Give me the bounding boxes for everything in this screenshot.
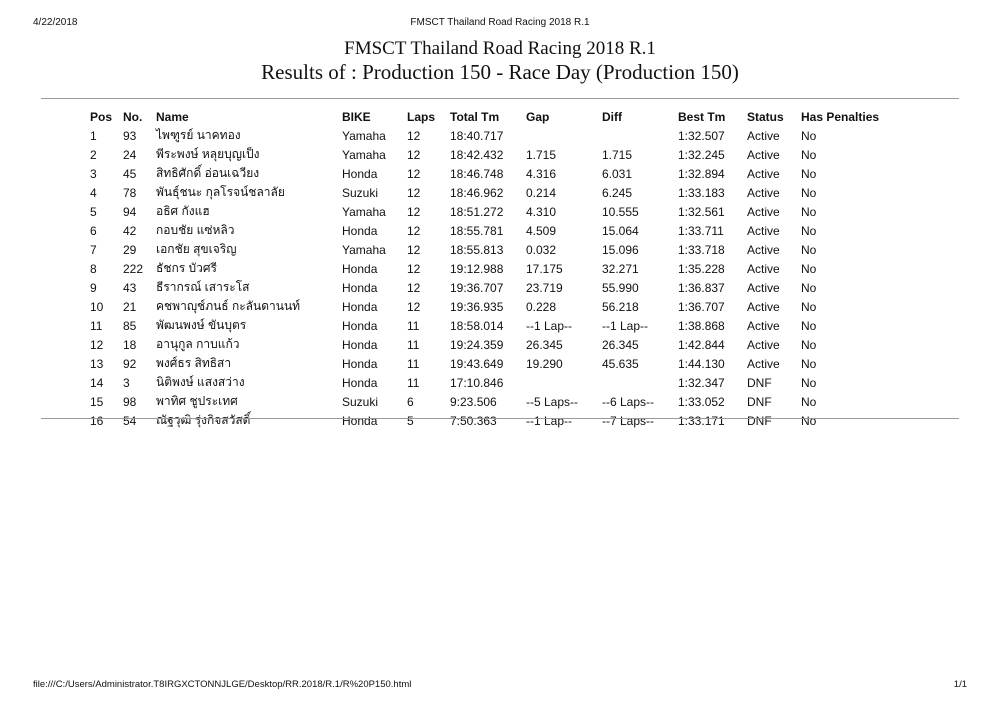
cell-no: 92 (123, 356, 137, 371)
column-header-laps: Laps (407, 110, 436, 124)
column-header-diff: Diff (602, 110, 622, 124)
column-header-total-tm: Total Tm (450, 110, 500, 124)
table-row (85, 392, 891, 411)
results-table (85, 108, 891, 430)
cell-has-penalties: No (801, 166, 817, 181)
cell-bike: Honda (342, 413, 378, 428)
cell-laps: 6 (407, 394, 414, 409)
cell-total-tm: 18:46.962 (450, 185, 504, 200)
cell-name: ธีรากรณ์ เสาระโส (156, 280, 250, 294)
cell-name: กอบชัย แซ่หลิว (156, 223, 235, 237)
cell-status: Active (747, 337, 780, 352)
cell-has-penalties: No (801, 318, 817, 333)
table-row (85, 373, 891, 392)
cell-gap: 4.316 (526, 166, 557, 181)
cell-diff (597, 373, 673, 392)
cell-no: 3 (123, 375, 130, 390)
cell-diff: 26.345 (602, 337, 639, 352)
column-header-gap: Gap (526, 110, 550, 124)
cell-name: พันธุ์ชนะ กุลโรจน์ชลาลัย (156, 185, 285, 199)
cell-has-penalties: No (801, 223, 817, 238)
results-heading: Results of : Production 150 - Race Day (Production 150) (261, 60, 739, 84)
cell-total-tm: 17:10.846 (450, 375, 504, 390)
cell-no: 85 (123, 318, 137, 333)
cell-diff: 32.271 (602, 261, 639, 276)
cell-bike: Honda (342, 356, 378, 371)
cell-diff: 1.715 (602, 147, 633, 162)
cell-status: Active (747, 147, 780, 162)
cell-status: Active (747, 185, 780, 200)
cell-gap: 0.228 (526, 299, 557, 314)
cell-bike: Honda (342, 337, 378, 352)
cell-pos: 9 (90, 280, 97, 295)
cell-name: พงศ์ธร สิทธิสา (156, 356, 232, 370)
cell-bike: Yamaha (342, 147, 386, 162)
cell-status: DNF (747, 413, 772, 428)
cell-pos: 1 (90, 128, 97, 143)
cell-status: Active (747, 223, 780, 238)
cell-best-tm: 1:35.228 (678, 261, 725, 276)
cell-laps: 12 (407, 299, 421, 314)
cell-has-penalties: No (801, 375, 817, 390)
cell-status: Active (747, 356, 780, 371)
results-title (0, 38, 1000, 85)
table-row (85, 145, 891, 164)
cell-no: 43 (123, 280, 137, 295)
cell-best-tm: 1:32.347 (678, 375, 725, 390)
cell-total-tm: 18:40.717 (450, 128, 504, 143)
cell-bike: Yamaha (342, 204, 386, 219)
cell-status: Active (747, 280, 780, 295)
table-header-row (85, 108, 891, 126)
cell-has-penalties: No (801, 337, 817, 352)
cell-diff: 10.555 (602, 204, 639, 219)
cell-no: 21 (123, 299, 137, 314)
cell-no: 24 (123, 147, 137, 162)
cell-no: 42 (123, 223, 137, 238)
cell-has-penalties: No (801, 128, 817, 143)
cell-has-penalties: No (801, 280, 817, 295)
cell-diff: 15.096 (602, 242, 639, 257)
table-row (85, 411, 891, 430)
cell-gap: 0.032 (526, 242, 557, 257)
cell-best-tm: 1:38.868 (678, 318, 725, 333)
table-row (85, 126, 891, 145)
cell-laps: 12 (407, 166, 421, 181)
cell-gap: 19.290 (526, 356, 563, 371)
cell-gap: 4.310 (526, 204, 557, 219)
cell-diff: 6.245 (602, 185, 633, 200)
cell-best-tm: 1:33.711 (678, 223, 724, 238)
cell-best-tm: 1:44.130 (678, 356, 725, 371)
event-title: FMSCT Thailand Road Racing 2018 R.1 (344, 38, 656, 59)
cell-best-tm: 1:33.718 (678, 242, 725, 257)
cell-gap: 26.345 (526, 337, 563, 352)
cell-status: Active (747, 318, 780, 333)
cell-no: 78 (123, 185, 137, 200)
cell-total-tm: 19:12.988 (450, 261, 504, 276)
cell-total-tm: 19:36.707 (450, 280, 504, 295)
cell-total-tm: 18:46.748 (450, 166, 504, 181)
cell-diff: 45.635 (602, 356, 639, 371)
cell-status: DNF (747, 375, 772, 390)
cell-laps: 12 (407, 280, 421, 295)
cell-pos: 4 (90, 185, 97, 200)
cell-total-tm: 18:42.432 (450, 147, 504, 162)
table-row (85, 259, 891, 278)
cell-gap (521, 373, 597, 392)
column-header-status: Status (747, 110, 784, 124)
cell-name: อธิศ กังแฮ (156, 204, 210, 218)
cell-has-penalties: No (801, 356, 817, 371)
cell-name: เอกชัย สุขเจริญ (156, 242, 237, 256)
cell-has-penalties: No (801, 185, 817, 200)
cell-name: พัฒนพงษ์ ขันบุตร (156, 318, 247, 332)
cell-laps: 12 (407, 128, 421, 143)
cell-name: นิติพงษ์ แสงสว่าง (156, 375, 245, 389)
cell-best-tm: 1:42.844 (678, 337, 725, 352)
cell-laps: 12 (407, 261, 421, 276)
table-row (85, 202, 891, 221)
cell-bike: Yamaha (342, 242, 386, 257)
cell-laps: 12 (407, 223, 421, 238)
cell-pos: 13 (90, 356, 104, 371)
column-header-has-penalties: Has Penalties (801, 110, 880, 124)
cell-laps: 11 (407, 375, 420, 390)
cell-best-tm: 1:33.052 (678, 394, 725, 409)
cell-status: Active (747, 299, 780, 314)
column-header-name: Name (156, 110, 189, 124)
top-divider (41, 98, 959, 99)
cell-gap: 17.175 (526, 261, 563, 276)
print-page-number: 1/1 (953, 679, 967, 690)
table-row (85, 240, 891, 259)
cell-bike: Honda (342, 261, 378, 276)
cell-total-tm: 19:24.359 (450, 337, 504, 352)
cell-no: 98 (123, 394, 137, 409)
print-header-title: FMSCT Thailand Road Racing 2018 R.1 (410, 17, 590, 28)
cell-has-penalties: No (801, 147, 817, 162)
cell-best-tm: 1:32.507 (678, 128, 725, 143)
cell-bike: Suzuki (342, 394, 379, 409)
cell-best-tm: 1:32.894 (678, 166, 725, 181)
cell-total-tm: 19:43.649 (450, 356, 504, 371)
cell-diff: --1 Lap-- (602, 318, 649, 333)
cell-status: Active (747, 128, 780, 143)
cell-bike: Honda (342, 280, 378, 295)
cell-no: 94 (123, 204, 137, 219)
cell-no: 29 (123, 242, 137, 257)
cell-bike: Honda (342, 299, 378, 314)
cell-total-tm: 7:50.363 (450, 413, 497, 428)
table-row (85, 183, 891, 202)
cell-has-penalties: No (801, 413, 817, 428)
cell-gap: 1.715 (526, 147, 557, 162)
cell-pos: 11 (90, 318, 103, 333)
cell-best-tm: 1:33.183 (678, 185, 725, 200)
cell-best-tm: 1:36.837 (678, 280, 725, 295)
cell-status: Active (747, 166, 780, 181)
table-row (85, 316, 891, 335)
cell-gap: 0.214 (526, 185, 557, 200)
cell-bike: Honda (342, 318, 378, 333)
cell-pos: 5 (90, 204, 97, 219)
cell-status: Active (747, 242, 780, 257)
cell-laps: 12 (407, 147, 421, 162)
cell-pos: 2 (90, 147, 97, 162)
cell-bike: Yamaha (342, 128, 386, 143)
cell-pos: 6 (90, 223, 97, 238)
cell-name: พีระพงษ์ หลุยบุญเป็ง (156, 147, 260, 161)
cell-no: 54 (123, 413, 137, 428)
print-date: 4/22/2018 (33, 17, 78, 28)
cell-laps: 12 (407, 185, 421, 200)
cell-pos: 14 (90, 375, 104, 390)
print-file-path: file:///C:/Users/Administrator.T8IRGXCTONNJLGE/Desktop/RR.2018/R.1/R%20P150.html (33, 679, 412, 690)
cell-no: 45 (123, 166, 137, 181)
cell-name: ณัฐวุฒิ รุ่งกิจสวัสดิ์ (156, 413, 251, 427)
cell-has-penalties: No (801, 261, 817, 276)
cell-has-penalties: No (801, 299, 817, 314)
table-row (85, 164, 891, 183)
cell-laps: 12 (407, 204, 421, 219)
cell-pos: 12 (90, 337, 104, 352)
cell-diff: 6.031 (602, 166, 633, 181)
cell-name: สิทธิศักดิ์ อ่อนเฉวียง (156, 166, 260, 180)
cell-diff: 15.064 (602, 223, 639, 238)
cell-total-tm: 18:58.014 (450, 318, 504, 333)
cell-diff (597, 126, 673, 145)
cell-name: อานุกูล กาบแก้ว (156, 337, 240, 351)
bottom-divider (41, 418, 959, 419)
cell-diff: --7 Laps-- (602, 413, 655, 428)
column-header-pos: Pos (90, 110, 113, 124)
cell-gap (521, 126, 597, 145)
column-header-best-tm: Best Tm (678, 110, 726, 124)
cell-gap: --1 Lap-- (526, 413, 573, 428)
table-row (85, 335, 891, 354)
cell-bike: Suzuki (342, 185, 379, 200)
cell-laps: 11 (407, 318, 420, 333)
cell-bike: Honda (342, 375, 378, 390)
cell-bike: Honda (342, 166, 378, 181)
column-header-no: No. (123, 110, 143, 124)
cell-diff: 56.218 (602, 299, 639, 314)
cell-best-tm: 1:32.561 (678, 204, 725, 219)
cell-gap: 4.509 (526, 223, 557, 238)
cell-gap: --5 Laps-- (526, 394, 579, 409)
cell-status: Active (747, 204, 780, 219)
cell-laps: 11 (407, 337, 420, 352)
cell-total-tm: 19:36.935 (450, 299, 504, 314)
cell-name: คชพาญุช์ภนธ์ กะลันดานนท์ (156, 299, 301, 313)
table-row (85, 354, 891, 373)
cell-total-tm: 18:51.272 (450, 204, 504, 219)
cell-best-tm: 1:33.171 (678, 413, 725, 428)
cell-gap: 23.719 (526, 280, 563, 295)
cell-diff: --6 Laps-- (602, 394, 655, 409)
cell-pos: 16 (90, 413, 104, 428)
cell-name: พาทิศ ชูประเทศ (156, 394, 238, 408)
cell-pos: 10 (90, 299, 104, 314)
cell-no: 222 (123, 261, 144, 276)
cell-best-tm: 1:36.707 (678, 299, 725, 314)
cell-total-tm: 18:55.781 (450, 223, 504, 238)
cell-no: 93 (123, 128, 137, 143)
cell-status: Active (747, 261, 780, 276)
cell-laps: 11 (407, 356, 420, 371)
cell-diff: 55.990 (602, 280, 639, 295)
table-row (85, 278, 891, 297)
table-row (85, 221, 891, 240)
cell-laps: 5 (407, 413, 414, 428)
cell-name: ธัชกร บัวศรี (156, 261, 217, 275)
cell-pos: 15 (90, 394, 104, 409)
cell-has-penalties: No (801, 242, 817, 257)
cell-total-tm: 9:23.506 (450, 394, 497, 409)
cell-gap: --1 Lap-- (526, 318, 573, 333)
cell-status: DNF (747, 394, 772, 409)
cell-pos: 7 (90, 242, 97, 257)
cell-pos: 8 (90, 261, 97, 276)
cell-best-tm: 1:32.245 (678, 147, 725, 162)
cell-laps: 12 (407, 242, 421, 257)
cell-has-penalties: No (801, 204, 817, 219)
cell-total-tm: 18:55.813 (450, 242, 504, 257)
cell-bike: Honda (342, 223, 378, 238)
cell-has-penalties: No (801, 394, 817, 409)
cell-pos: 3 (90, 166, 97, 181)
cell-name: ไพฑูรย์ นาคทอง (156, 128, 241, 142)
cell-no: 18 (123, 337, 137, 352)
column-header-bike: BIKE (342, 110, 371, 124)
table-row (85, 297, 891, 316)
